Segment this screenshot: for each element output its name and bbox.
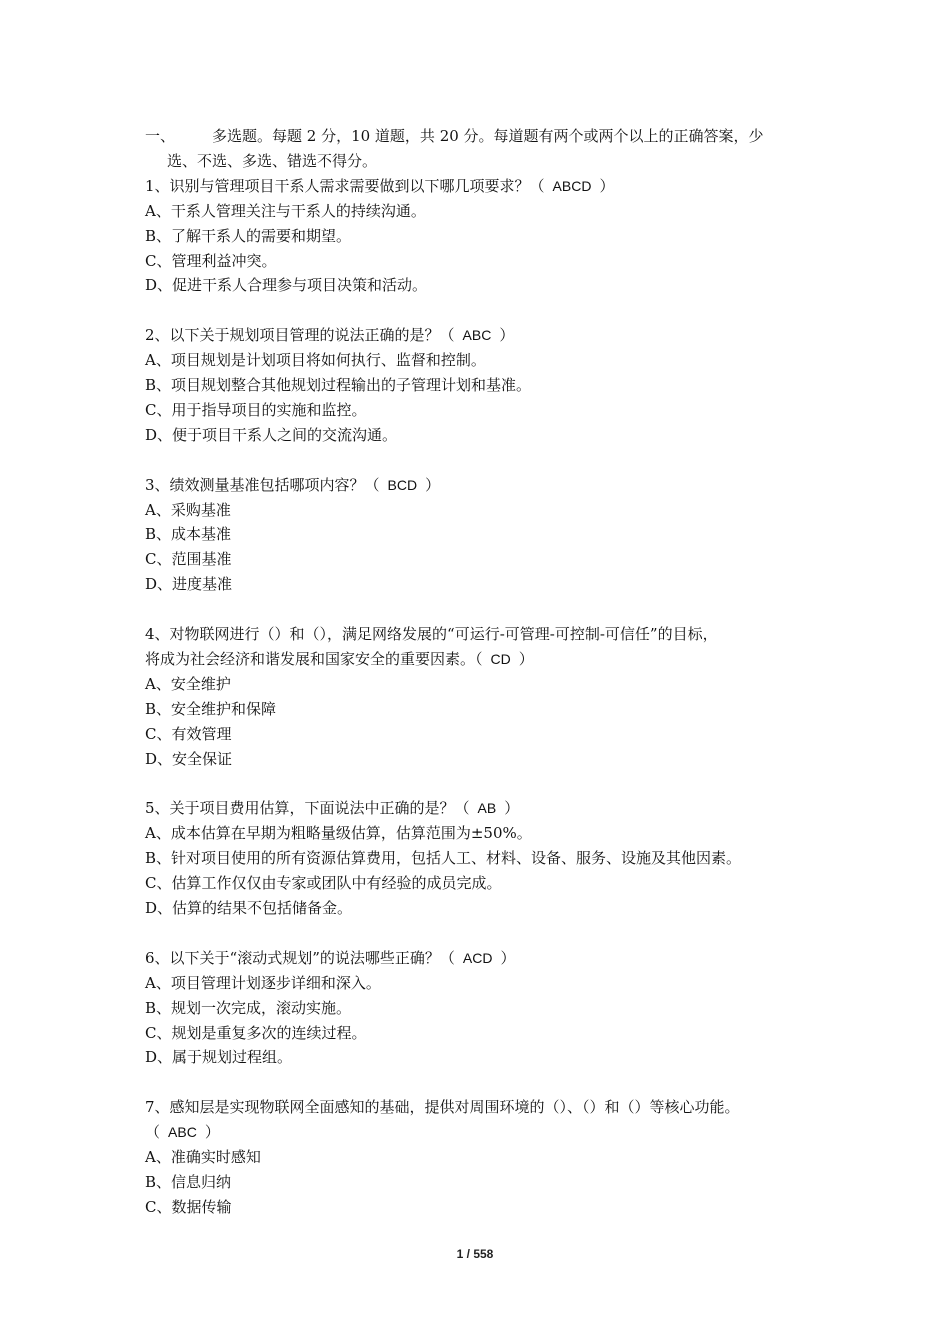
option-item: A、采购基准 <box>145 500 231 519</box>
answer-key: AB <box>477 800 497 817</box>
option-item: D、安全保证 <box>145 749 233 768</box>
option-item: B、成本基准 <box>145 525 232 544</box>
page-number: 1 / 558 <box>456 1247 494 1261</box>
option-item: C、管理利益冲突。 <box>145 251 277 270</box>
option-item: B、针对项目使用的所有资源估算费用，包括人工、材料、设备、服务、设施及其他因素。 <box>145 849 742 868</box>
question-stem-end: ） <box>599 176 615 195</box>
question-stem-line <box>145 473 825 498</box>
option-item: A、项目管理计划逐步详细和深入。 <box>145 973 381 992</box>
section-heading-line2: 选、不选、多选、错选不得分。 <box>167 151 378 170</box>
spacer <box>145 921 825 946</box>
question-stem-end: ） <box>500 948 516 967</box>
question-stem-text: 1、识别与管理项目干系人需求需要做到以下哪几项要求？（ <box>145 176 545 195</box>
question-2 <box>145 323 825 472</box>
answer-key: ABC <box>168 1124 197 1141</box>
question-stem-text: 5、关于项目费用估算，下面说法中正确的是？（ <box>145 799 470 818</box>
question-stem-text: 4、对物联网进行（）和（），满足网络发展的“可运行-可管理-可控制-可信任”的目标， <box>145 625 718 644</box>
question-stem-line <box>145 174 825 199</box>
option-item: C、范围基准 <box>145 550 232 569</box>
answer-key: ACD <box>462 949 493 966</box>
option-item: A、准确实时感知 <box>145 1148 261 1167</box>
question-stem-line <box>145 1095 825 1120</box>
spacer <box>145 298 825 323</box>
spacer <box>145 772 825 797</box>
option-item: A、安全维护 <box>145 674 231 693</box>
question-stem-end: ） <box>204 1123 220 1142</box>
question-stem-line <box>145 647 825 672</box>
answer-key: ABC <box>462 327 492 344</box>
question-stem-text: 7、感知层是实现物联网全面感知的基础，提供对周围环境的（）、（）和（）等核心功能。 <box>145 1098 740 1117</box>
spacer <box>145 1070 825 1095</box>
spacer <box>145 448 825 473</box>
question-stem-line <box>145 622 825 647</box>
answer-key: BCD <box>387 476 418 493</box>
option-item: D、属于规划过程组。 <box>145 1048 293 1067</box>
question-stem-text: 3、绩效测量基准包括哪项内容？（ <box>145 475 380 494</box>
option-item: C、用于指导项目的实施和监控。 <box>145 400 367 419</box>
question-stem-text: 将成为社会经济和谐发展和国家安全的重要因素。（ <box>145 649 483 668</box>
option-item: B、安全维护和保障 <box>145 699 277 718</box>
question-5 <box>145 796 825 945</box>
option-item: D、估算的结果不包括储备金。 <box>145 899 353 918</box>
question-stem-line <box>145 323 825 348</box>
option-item: C、数据传输 <box>145 1197 232 1216</box>
question-4 <box>145 622 825 796</box>
answer-key: ABCD <box>552 177 592 194</box>
question-stem-end: ） <box>518 649 534 668</box>
option-item: D、促进干系人合理参与项目决策和活动。 <box>145 276 428 295</box>
question-stem-line <box>145 1120 825 1145</box>
question-stem-line <box>145 796 825 821</box>
question-list <box>145 174 825 1220</box>
option-item: B、了解干系人的需要和期望。 <box>145 226 352 245</box>
option-item: A、干系人管理关注与干系人的持续沟通。 <box>145 201 426 220</box>
question-stem-text: 6、以下关于“滚动式规划”的说法哪些正确？（ <box>145 948 455 967</box>
option-item: D、便于项目干系人之间的交流沟通。 <box>145 425 398 444</box>
section-heading-line1: 多选题。每题 2 分，10 道题，共 20 分。每道题有两个或两个以上的正确答案，少 <box>212 127 764 145</box>
section-heading <box>145 124 825 174</box>
option-item: A、成本估算在早期为粗略量级估算，估算范围为±50%。 <box>145 824 532 843</box>
option-item: A、项目规划是计划项目将如何执行、监督和控制。 <box>145 351 486 370</box>
option-item: C、估算工作仅仅由专家或团队中有经验的成员完成。 <box>145 874 502 893</box>
option-item: C、规划是重复多次的连续过程。 <box>145 1023 367 1042</box>
question-3 <box>145 473 825 622</box>
question-stem-end: ） <box>499 326 515 345</box>
answer-key: CD <box>490 650 511 667</box>
document-body <box>145 124 825 1220</box>
question-stem-text: 2、以下关于规划项目管理的说法正确的是？（ <box>145 326 455 345</box>
question-6 <box>145 946 825 1095</box>
question-stem-line <box>145 946 825 971</box>
question-1 <box>145 174 825 323</box>
question-stem-end: ） <box>425 475 441 494</box>
question-stem-text: （ <box>145 1123 161 1142</box>
spacer <box>145 597 825 622</box>
option-item: B、信息归纳 <box>145 1172 232 1191</box>
option-item: B、规划一次完成，滚动实施。 <box>145 998 352 1017</box>
question-stem-end: ） <box>504 799 520 818</box>
option-item: D、进度基准 <box>145 575 233 594</box>
option-item: B、项目规划整合其他规划过程输出的子管理计划和基准。 <box>145 376 532 395</box>
section-number: 一、 <box>145 127 176 145</box>
question-7 <box>145 1095 825 1220</box>
option-item: C、有效管理 <box>145 724 232 743</box>
